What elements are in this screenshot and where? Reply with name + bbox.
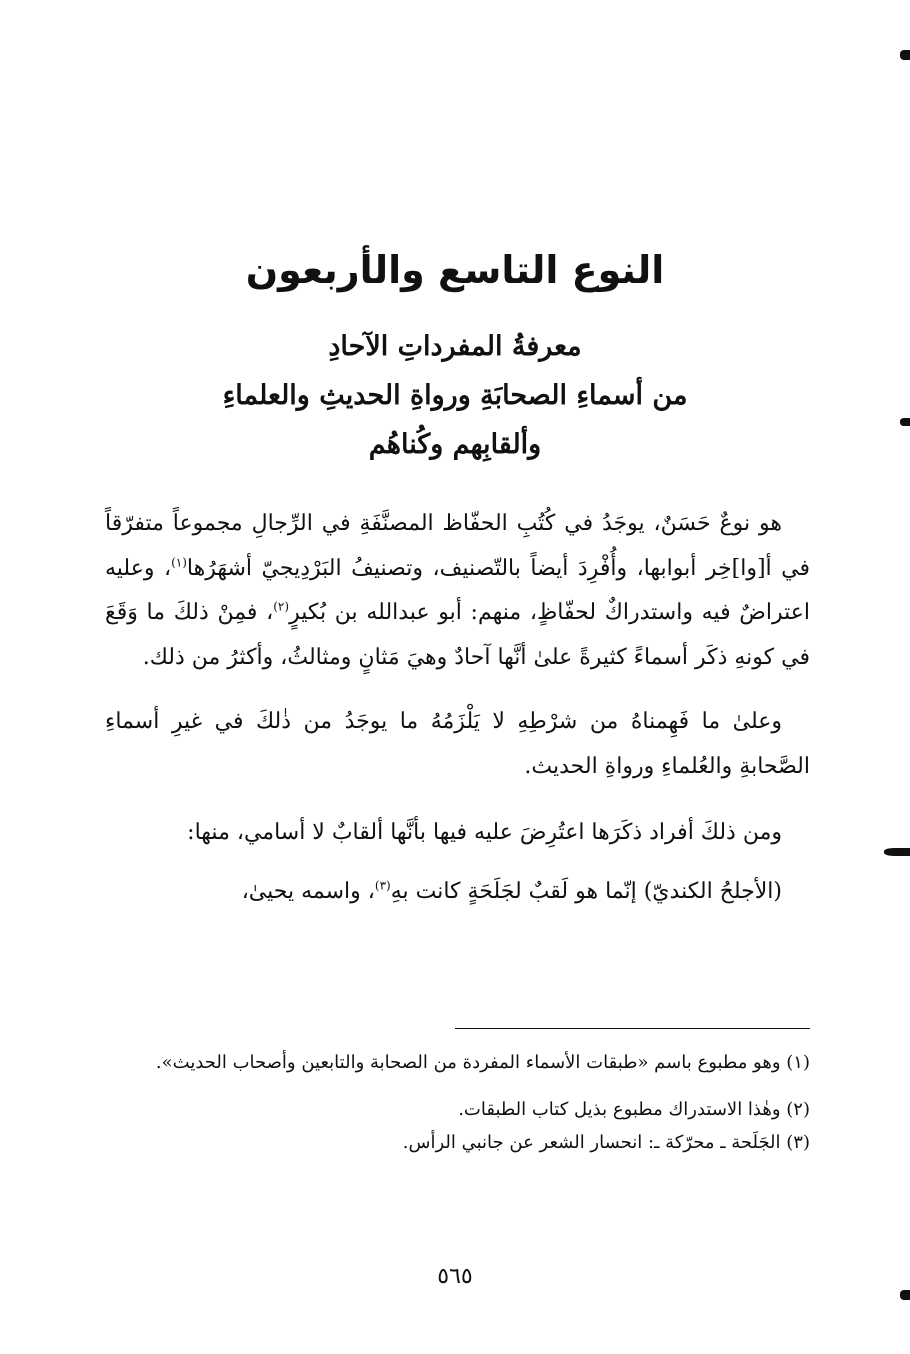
paragraph-text: (الأجلحُ الكنديّ) إنّما هو لَقبٌ لجَلَحَةٍ كانت بهِ xyxy=(390,878,782,904)
footnote-divider xyxy=(455,1028,810,1029)
scan-edge-mark xyxy=(884,848,910,856)
footnote-ref: (١) xyxy=(171,555,187,570)
main-text xyxy=(105,502,810,914)
footnotes xyxy=(105,1046,810,1159)
paragraph xyxy=(105,870,810,915)
footnote-ref: (٢) xyxy=(273,599,290,614)
chapter-subtitle xyxy=(0,322,910,469)
paragraph-text: ، فمِنْ ذلكَ ما وَقَعَ في كونهِ ذكَر أسماءً كثيرةً علىٰ أنَّها آحادٌ وهيَ مَثانٍ ومثالثُ، وأكثرُ من ذلك. xyxy=(105,600,810,670)
footnote: (١) وهو مطبوع باسم «طبقات الأسماء المفردة من الصحابة والتابعين وأصحاب الحديث». xyxy=(155,1052,810,1073)
paragraph: ومن ذلكَ أفراد ذكَرَها اعتُرِضَ عليه فيها بأنَّها ألقابٌ لا أسامي، منها: xyxy=(187,820,782,845)
scan-edge-mark xyxy=(900,418,910,426)
footnote-ref: (٣) xyxy=(374,878,391,893)
paragraph: وعلىٰ ما فَهِمناهُ من شرْطِهِ لا يَلْزَمُهُ ما يوجَدُ من ذٰلكَ في غيرِ أسماءِ الصَّحابةِ والعُلماءِ ورواةِ الحديث. xyxy=(105,709,810,779)
chapter-title: النوع التاسع والأربعون xyxy=(245,248,665,292)
footnote: (٣) الجَلَحة ـ محرّكة ـ: انحسار الشعر عن جانبي الرأس. xyxy=(402,1132,810,1153)
paragraph-text: ، وعليه اعتراضٌ فيه واستدراكٌ لحفّاظٍ، منهم: أبو عبدالله بن بُكيرٍ xyxy=(105,555,811,625)
footnote: (٢) وهٰذا الاستدراك مطبوع بذيل كتاب الطبقات. xyxy=(458,1099,810,1120)
subtitle-line: من أسماءِ الصحابَةِ ورواةِ الحديثِ والعلماءِ xyxy=(222,380,688,411)
subtitle-line: معرفةُ المفرداتِ الآحادِ xyxy=(328,331,582,362)
scan-edge-mark xyxy=(900,50,910,60)
paragraph-text: ، واسمه يحيىٰ، xyxy=(241,878,375,904)
scan-edge-mark xyxy=(900,1290,910,1300)
paragraph-text: هو نوعٌ حَسَنٌ، يوجَدُ في كُتُبِ الحفّاظ المصنَّفَةِ في الرِّجالِ مجموعاً متفرّقاً في أ[وا]خِر أبوابها، وأُفْرِدَ أيضاً بالتّصنيف، وتصنيفُ البَرْدِيجيّ أشهَرُها xyxy=(105,511,810,581)
paragraph xyxy=(105,502,810,680)
subtitle-line: وألقابِهم وكُناهُم xyxy=(368,429,542,460)
page-number: ٥٦٥ xyxy=(437,1264,473,1289)
